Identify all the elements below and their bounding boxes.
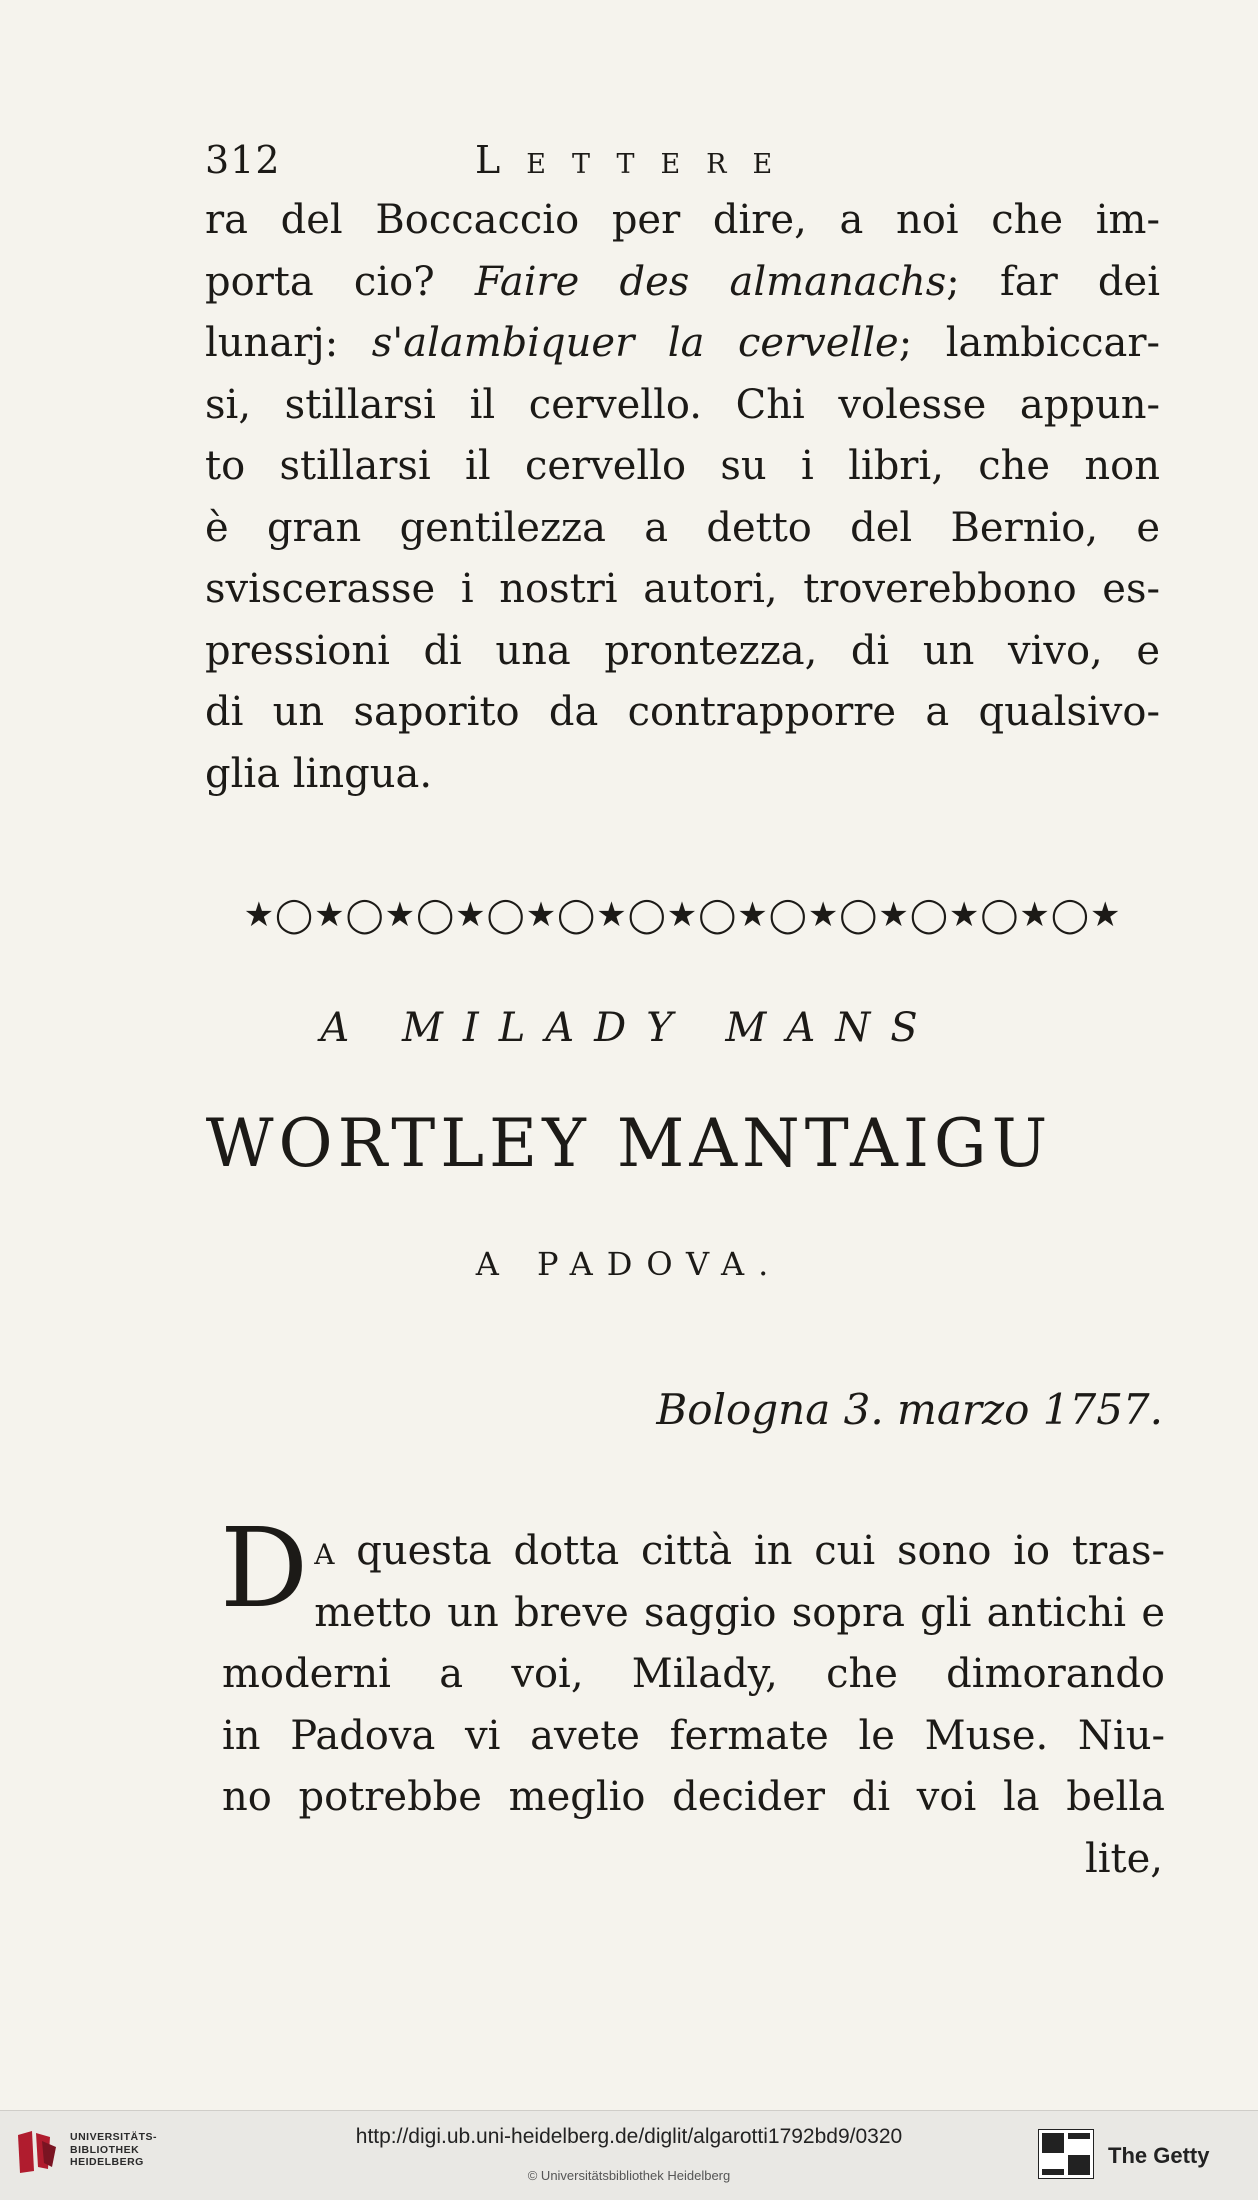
letter-body [220, 1504, 1165, 1828]
addressee-place: A PADOVA. [475, 1245, 783, 1283]
text-line: a questa dotta città in cui sono io tras- [314, 1528, 1165, 1574]
italic-phrase: Faire des almanachs [474, 258, 947, 305]
text-line: pressioni di una prontezza, di un vivo, e [205, 627, 1160, 674]
text-line: di un saporito da contrapporre a qualsivo- [205, 689, 1160, 735]
text-line: si, stillarsi il cervello. Chi volesse appun- [205, 381, 1160, 428]
document-url[interactable]: http://digi.ub.uni-heidelberg.de/diglit/algarotti1792bd9/0320 [355, 2125, 903, 2148]
partner-name: The Getty [1108, 2143, 1210, 2168]
getty-logo[interactable] [1038, 2129, 1238, 2179]
text-line: moderni a voi, Milady, che dimorando [222, 1651, 1165, 1697]
copyright-text: © Universitätsbibliothek Heidelberg [527, 2168, 731, 2183]
page-number: 312 [205, 138, 281, 182]
addressee-name: WORTLEY MANTAIGU [205, 1105, 1053, 1182]
text-line: è gran gentilezza a detto del Bernio, e [205, 504, 1160, 551]
ornamental-divider: ★◯★◯★◯★◯★◯★◯★◯★◯★◯★◯★◯★◯★ [243, 895, 1122, 935]
text-line: no potrebbe meglio decider di voi la bella [222, 1774, 1165, 1820]
addressee-line-1: A MILADY MANS [320, 1005, 938, 1051]
catchword: lite, [1084, 1836, 1163, 1882]
first-word: a [314, 1528, 335, 1574]
dateline: Bologna 3. marzo 1757. [656, 1385, 1163, 1434]
text-line: to stillarsi il cervello su i libri, che non [205, 443, 1160, 489]
italic-phrase: s'alambiquer la cervelle [371, 320, 899, 366]
getty-mark-icon [1038, 2129, 1094, 2179]
text-line: ra del Boccaccio per dire, a noi che im- [205, 197, 1160, 243]
text-line: sviscerasse i nostri autori, troverebbono es- [205, 566, 1160, 612]
text-line: porta cio? Faire des almanachs; far dei [205, 258, 1160, 305]
viewer-footer [0, 2110, 1258, 2200]
library-name: UNIVERSITÄTS- BIBLIOTHEK HEIDELBERG [70, 2131, 158, 2168]
text-line: lunarj: s'alambiquer la cervelle; lambiccar- [205, 320, 1160, 366]
running-header [205, 138, 1155, 188]
text-line: metto un breve saggio sopra gli antichi e [314, 1589, 1165, 1636]
body-text [205, 190, 1160, 805]
running-title: Lettere [475, 138, 799, 182]
text-line: glia lingua. [205, 750, 433, 797]
text-line: in Padova vi avete fermate le Muse. Niu- [222, 1712, 1165, 1759]
drop-cap: D [220, 1504, 309, 1632]
